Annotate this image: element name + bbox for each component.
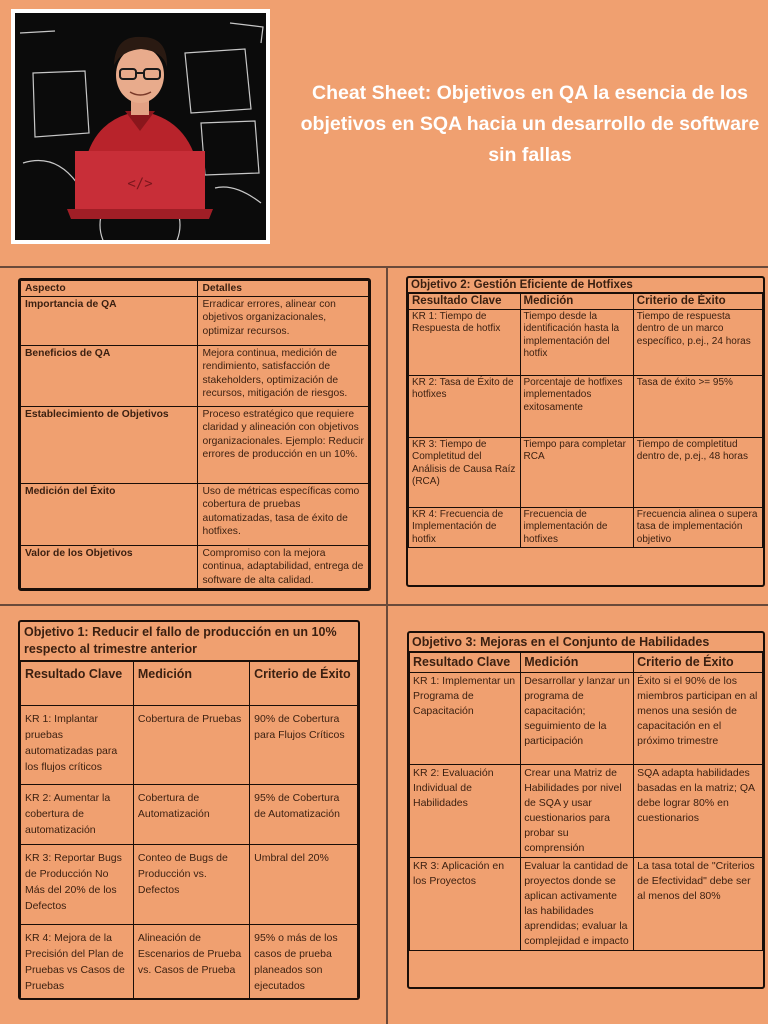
- success-criteria-cell: Frecuencia alinea o supera tasa de implementación objetivo: [633, 507, 762, 548]
- column-header: Medición: [520, 294, 633, 310]
- table-header-row: [21, 281, 369, 297]
- table-row: [409, 375, 763, 437]
- table-row: [410, 673, 763, 765]
- key-result-cell: KR 2: Tasa de Éxito de hotfixes: [409, 375, 521, 437]
- success-criteria-cell: La tasa total de "Criterios de Efectividad" debe ser al menos del 80%: [634, 858, 763, 951]
- objective-2-title: Objetivo 2: Gestión Eficiente de Hotfixes: [408, 278, 763, 293]
- column-header: Criterio de Éxito: [634, 653, 763, 673]
- success-criteria-cell: SQA adapta habilidades basadas en la matriz; QA debe lograr 80% en cuestionarios: [634, 765, 763, 858]
- column-header: Detalles: [198, 281, 369, 297]
- aspect-cell: Medición del Éxito: [21, 484, 198, 546]
- table-row: [409, 437, 763, 507]
- laptop-code-glyph: </>: [127, 176, 153, 192]
- measurement-cell: Crear una Matriz de Habilidades por nivel de SQA y usar cuestionarios para probar su comprensión: [521, 765, 634, 858]
- table-header-row: [409, 294, 763, 310]
- objective-1-panel: [18, 620, 360, 1000]
- success-criteria-cell: Umbral del 20%: [250, 845, 358, 925]
- objective-1-table: [20, 661, 358, 1000]
- objective-2-table: [408, 293, 763, 548]
- column-header: Criterio de Éxito: [633, 294, 762, 310]
- column-header: Medición: [521, 653, 634, 673]
- column-header: Resultado Clave: [410, 653, 521, 673]
- key-result-cell: KR 4: Mejora de la Precisión del Plan de Pruebas vs Casos de Pruebas: [21, 925, 134, 1000]
- table-row: [21, 706, 358, 785]
- success-criteria-cell: Tiempo de completitud dentro de, p.ej., 48 horas: [633, 437, 762, 507]
- detail-cell: Erradicar errores, alinear con objetivos organizacionales, optimizar recursos.: [198, 297, 369, 346]
- detail-cell: Proceso estratégico que requiere claridad y alineación con objetivos organizacionales. Ejemplo: Reducir errores de producción en un 10%.: [198, 407, 369, 484]
- objective-3-panel: [407, 631, 765, 989]
- aspect-cell: Valor de los Objetivos: [21, 546, 198, 589]
- aspect-cell: Beneficios de QA: [21, 346, 198, 407]
- measurement-cell: Conteo de Bugs de Producción vs. Defectos: [133, 845, 249, 925]
- table-header-row: [410, 653, 763, 673]
- table-row: [21, 407, 369, 484]
- key-result-cell: KR 3: Reportar Bugs de Producción No Más del 20% de los Defectos: [21, 845, 134, 925]
- table-row: [410, 765, 763, 858]
- key-result-cell: KR 4: Frecuencia de Implementación de hotfix: [409, 507, 521, 548]
- key-result-cell: KR 2: Evaluación Individual de Habilidades: [410, 765, 521, 858]
- detail-cell: Mejora continua, medición de rendimiento, satisfacción de stakeholders, optimización de recursos, mitigación de riesgos.: [198, 346, 369, 407]
- key-result-cell: KR 1: Implantar pruebas automatizadas para los flujos críticos: [21, 706, 134, 785]
- success-criteria-cell: Éxito si el 90% de los miembros participan en al menos una sesión de capacitación en el próximo trimestre: [634, 673, 763, 765]
- table-row: [21, 546, 369, 589]
- column-header: Resultado Clave: [21, 662, 134, 706]
- divider-middle: [0, 604, 768, 606]
- detail-cell: Uso de métricas específicas como cobertura de pruebas automatizadas, tasa de éxito de hotfixes.: [198, 484, 369, 546]
- objective-1-title: Objetivo 1: Reducir el fallo de producción en un 10% respecto al trimestre anterior: [20, 622, 358, 661]
- measurement-cell: Tiempo desde la identificación hasta la implementación del hotfix: [520, 309, 633, 375]
- measurement-cell: Tiempo para completar RCA: [520, 437, 633, 507]
- column-header: Aspecto: [21, 281, 198, 297]
- table-row: [409, 309, 763, 375]
- table-row: [21, 346, 369, 407]
- table-row: [21, 845, 358, 925]
- detail-cell: Compromiso con la mejora continua, adaptabilidad, entrega de software de alta calidad.: [198, 546, 369, 589]
- table-row: [21, 785, 358, 845]
- column-header: Resultado Clave: [409, 294, 521, 310]
- success-criteria-cell: 95% o más de los casos de prueba planeados son ejecutados: [250, 925, 358, 1000]
- measurement-cell: Cobertura de Pruebas: [133, 706, 249, 785]
- table-row: [21, 925, 358, 1000]
- table-row: [410, 858, 763, 951]
- key-result-cell: KR 3: Aplicación en los Proyectos: [410, 858, 521, 951]
- divider-vertical: [386, 266, 388, 1024]
- aspect-cell: Establecimiento de Objetivos: [21, 407, 198, 484]
- aspect-cell: Importancia de QA: [21, 297, 198, 346]
- objective-2-panel: [406, 276, 765, 587]
- success-criteria-cell: 95% de Cobertura de Automatización: [250, 785, 358, 845]
- column-header: Medición: [133, 662, 249, 706]
- key-result-cell: KR 1: Implementar un Programa de Capacitación: [410, 673, 521, 765]
- page-title: Cheat Sheet: Objetivos en QA la esencia de los objetivos en SQA hacia un desarrollo de software sin fallas: [300, 82, 760, 166]
- measurement-cell: Desarrollar y lanzar un programa de capacitación; seguimiento de la participación: [521, 673, 634, 765]
- table-row: [21, 297, 369, 346]
- success-criteria-cell: 90% de Cobertura para Flujos Críticos: [250, 706, 358, 785]
- developer-illustration: [15, 13, 266, 240]
- overview-table: [20, 280, 369, 589]
- overview-panel: [18, 278, 371, 591]
- measurement-cell: Alineación de Escenarios de Prueba vs. Casos de Prueba: [133, 925, 249, 1000]
- measurement-cell: Frecuencia de implementación de hotfixes: [520, 507, 633, 548]
- table-row: [21, 484, 369, 546]
- objective-3-title: Objetivo 3: Mejoras en el Conjunto de Habilidades: [409, 633, 763, 652]
- success-criteria-cell: Tasa de éxito >= 95%: [633, 375, 762, 437]
- key-result-cell: KR 1: Tiempo de Respuesta de hotfix: [409, 309, 521, 375]
- table-header-row: [21, 662, 358, 706]
- divider-top: [0, 266, 768, 268]
- table-row: [409, 507, 763, 548]
- key-result-cell: KR 3: Tiempo de Completitud del Análisis de Causa Raíz (RCA): [409, 437, 521, 507]
- objective-3-table: [409, 652, 763, 951]
- column-header: Criterio de Éxito: [250, 662, 358, 706]
- measurement-cell: Evaluar la cantidad de proyectos donde se aplican activamente las habilidades aprendidas; evaluar la complejidad e impacto: [521, 858, 634, 951]
- header-illustration: [11, 9, 270, 244]
- measurement-cell: Cobertura de Automatización: [133, 785, 249, 845]
- success-criteria-cell: Tiempo de respuesta dentro de un marco específico, p.ej., 24 horas: [633, 309, 762, 375]
- key-result-cell: KR 2: Aumentar la cobertura de automatización: [21, 785, 134, 845]
- measurement-cell: Porcentaje de hotfixes implementados exitosamente: [520, 375, 633, 437]
